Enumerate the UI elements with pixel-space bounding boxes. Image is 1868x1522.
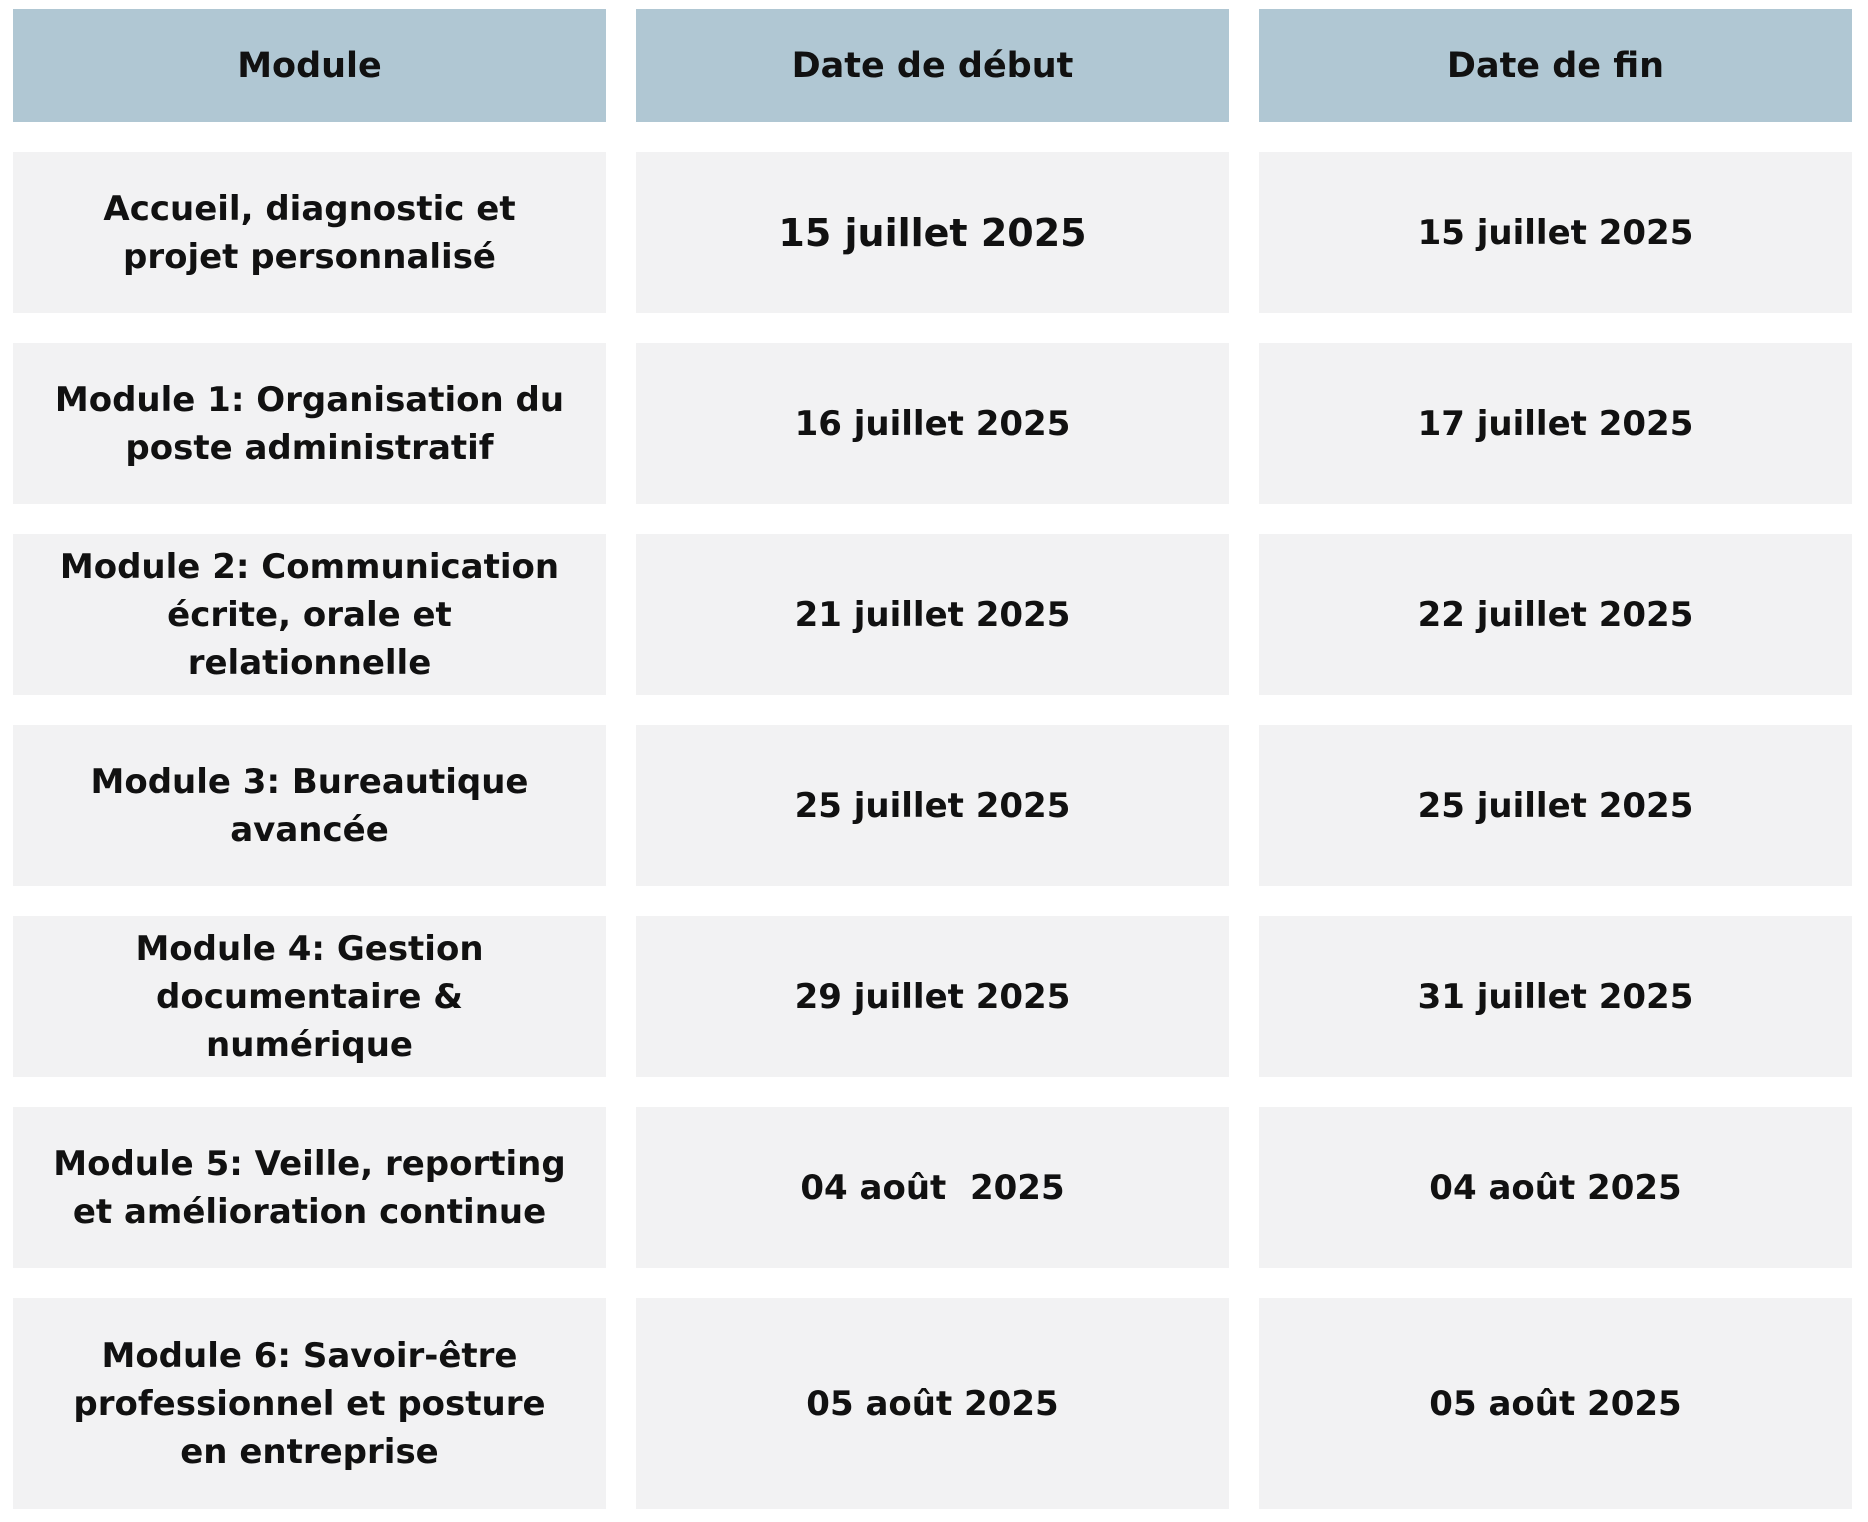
module-cell: Module 2: Communication écrite, orale et relationnelle — [13, 534, 606, 695]
start-date-cell: 16 juillet 2025 — [636, 343, 1229, 504]
schedule-table — [13, 9, 1855, 1509]
start-date-cell: 29 juillet 2025 — [636, 916, 1229, 1077]
start-date-cell: 21 juillet 2025 — [636, 534, 1229, 695]
header-start-date: Date de début — [636, 9, 1229, 122]
module-cell: Module 5: Veille, reporting et amélioration continue — [13, 1107, 606, 1268]
header-module: Module — [13, 9, 606, 122]
module-cell: Module 6: Savoir-être professionnel et posture en entreprise — [13, 1298, 606, 1509]
module-cell: Module 3: Bureautique avancée — [13, 725, 606, 886]
header-end-date: Date de fin — [1259, 9, 1852, 122]
start-date-cell: 15 juillet 2025 — [636, 152, 1229, 313]
end-date-cell: 22 juillet 2025 — [1259, 534, 1852, 695]
module-cell: Module 4: Gestion documentaire & numérique — [13, 916, 606, 1077]
start-date-cell: 05 août 2025 — [636, 1298, 1229, 1509]
start-date-cell: 25 juillet 2025 — [636, 725, 1229, 886]
module-cell: Module 1: Organisation du poste administratif — [13, 343, 606, 504]
end-date-cell: 17 juillet 2025 — [1259, 343, 1852, 504]
end-date-cell: 04 août 2025 — [1259, 1107, 1852, 1268]
module-cell: Accueil, diagnostic et projet personnalisé — [13, 152, 606, 313]
end-date-cell: 25 juillet 2025 — [1259, 725, 1852, 886]
end-date-cell: 05 août 2025 — [1259, 1298, 1852, 1509]
end-date-cell: 31 juillet 2025 — [1259, 916, 1852, 1077]
end-date-cell: 15 juillet 2025 — [1259, 152, 1852, 313]
start-date-cell: 04 août 2025 — [636, 1107, 1229, 1268]
